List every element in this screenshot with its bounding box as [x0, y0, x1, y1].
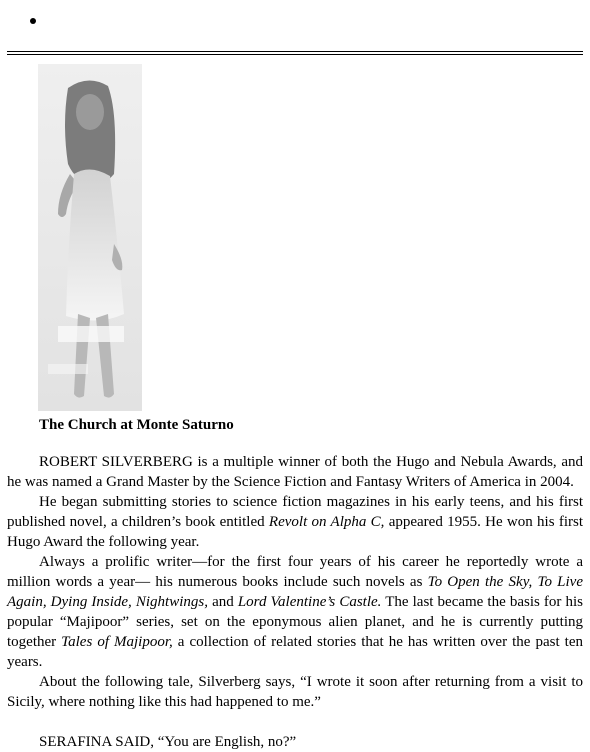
book-title: Tales of Majipoor, [61, 634, 173, 650]
bio-paragraph-3 [7, 552, 583, 672]
text-run: Always a prolific writer—for the first four years of his career he reportedly wrote a million words a year— his numerous books include such novels as [7, 554, 583, 590]
text-run: a collection of related stories that he has written over the past ten years. [7, 634, 583, 670]
author-bio [7, 452, 583, 752]
figure-image [38, 64, 142, 411]
text-run: The last became the basis for his popular “Majipoor” series, set on the eponymous alien planet, and he is currently putting together [7, 594, 583, 650]
story-illustration [38, 64, 142, 411]
text-run: and [208, 594, 238, 610]
bio-paragraph-4: About the following tale, Silverberg says, “I wrote it soon after returning from a visit to Sicily, where nothing like this had happened to me.” [7, 674, 583, 710]
book-title: Revolt on Alpha C, [268, 514, 385, 530]
bio-paragraph-2 [7, 492, 583, 552]
story-opening-line: SERAFINA SAID, “You are English, no?” [39, 734, 297, 750]
bio-paragraph-1: ROBERT SILVERBERG is a multiple winner of both the Hugo and Nebula Awards, and he was named a Grand Master by the Science Fiction and Fantasy Writers of America in 2004. [7, 454, 583, 490]
text-run: He began submitting stories to science fiction magazines in his early teens, and his first published novel, a children’s book entitled [7, 494, 583, 530]
illustration-caption: The Church at Monte Saturno [39, 417, 234, 433]
book-title: Lord Valentine’s Castle. [237, 594, 382, 610]
divider-top [7, 51, 583, 52]
list-bullet [30, 18, 36, 24]
divider-bottom [7, 54, 583, 55]
text-run: appeared 1955. He won his first Hugo Award the following year. [7, 514, 583, 550]
book-titles: To Open the Sky, To Live Again, Dying Inside, Nightwings, [7, 574, 583, 610]
